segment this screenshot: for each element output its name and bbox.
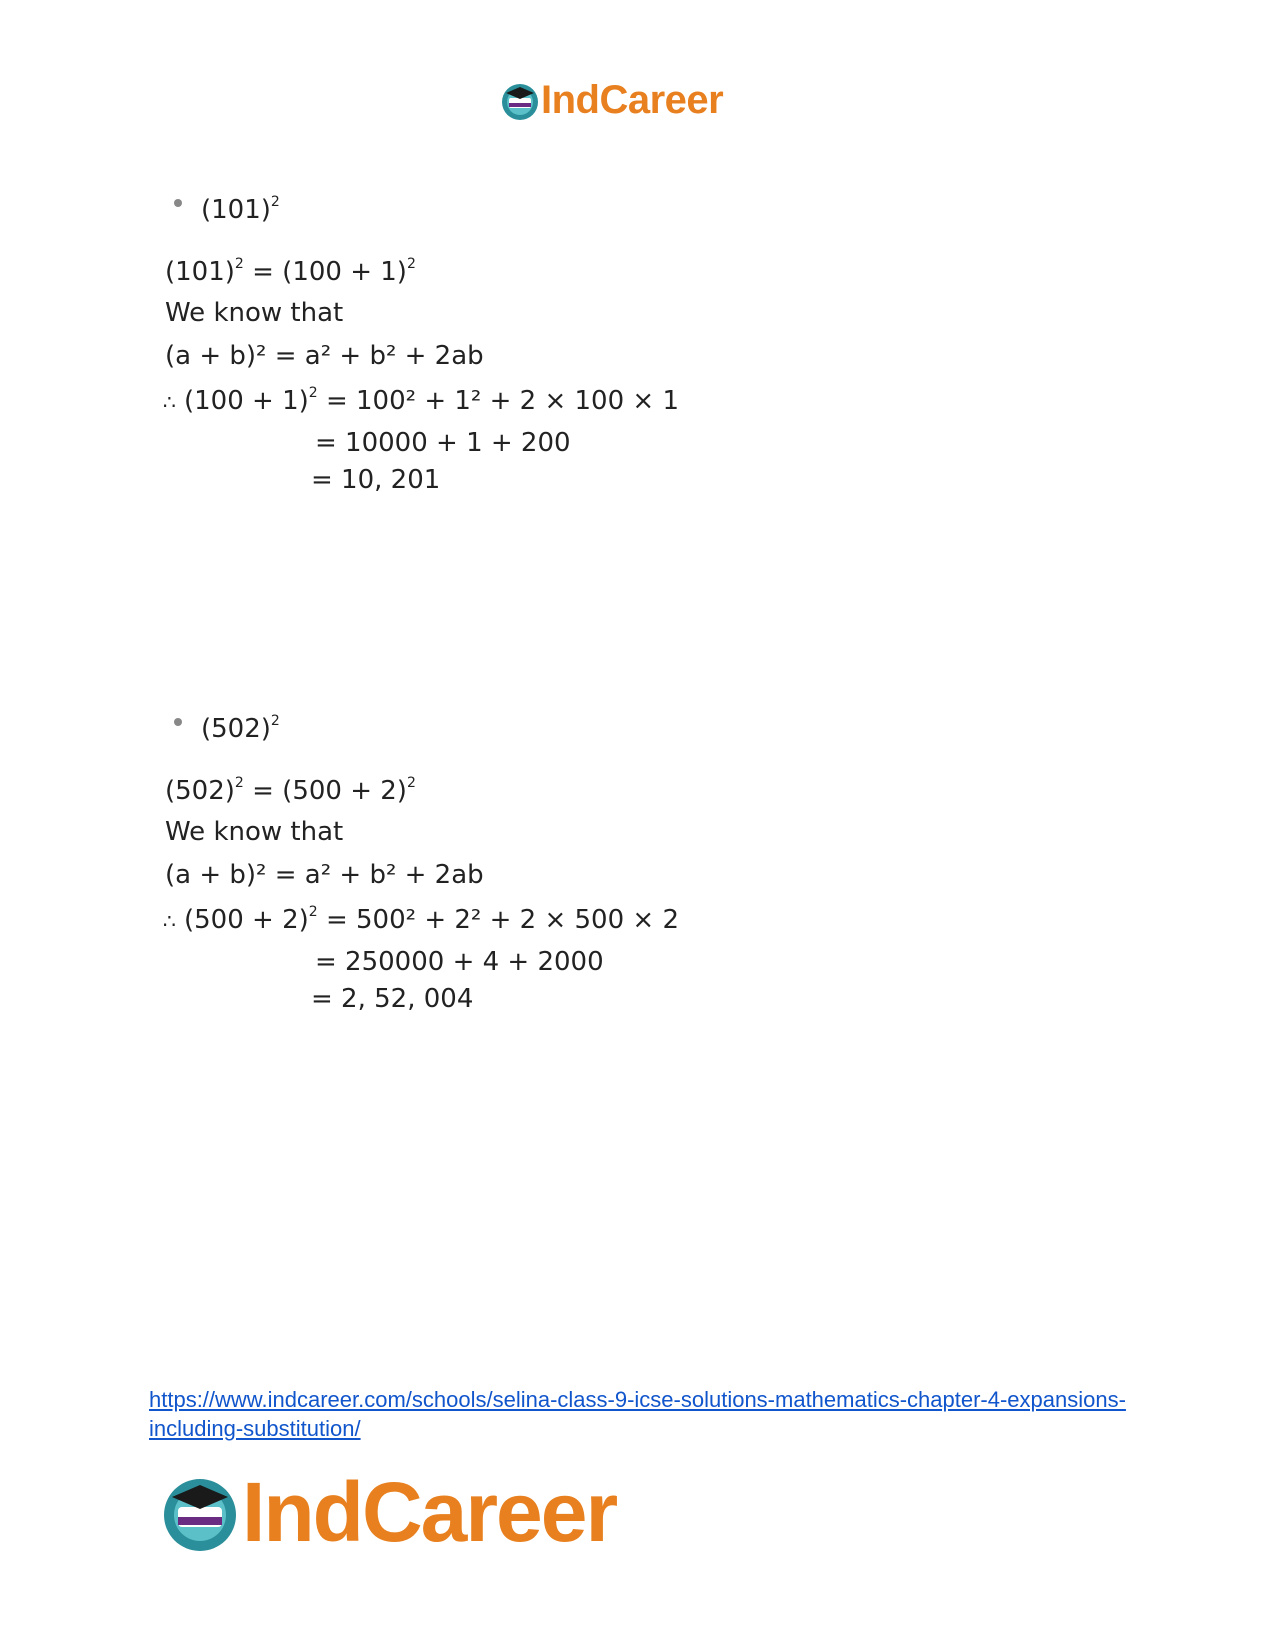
we-know-that-text: We know that (165, 298, 344, 328)
graduation-cap-icon (160, 1473, 240, 1553)
header-logo (500, 78, 723, 123)
result-line: = 10, 201 (311, 465, 441, 495)
result-line: = 2, 52, 004 (311, 984, 474, 1014)
graduation-cap-icon (500, 81, 540, 121)
step-expression: $(101)^2 = (100 + 1)^2$ (165, 256, 416, 287)
bullet-icon (174, 718, 182, 726)
footer-logo (160, 1464, 616, 1561)
identity-formula: (a + b)² = a² + b² + 2ab (165, 341, 484, 371)
bullet-icon (174, 199, 182, 207)
problem-title: $(101)^2$ (201, 194, 280, 225)
problem-title: $(502)^2$ (201, 713, 280, 744)
expansion-line: ∴ $(100 + 1)^2 = 100^2 + 1^2 + 2 \times 100 \times 1$ (163, 385, 679, 416)
expansion-line: ∴ $(500 + 2)^2 = 500^2 + 2^2 + 2 \times 500 \times 2$ (163, 904, 679, 935)
step-expression: $(502)^2 = (500 + 2)^2$ (165, 775, 416, 806)
footer-logo-text: IndCareer (242, 1465, 617, 1559)
sum-line: = 10000 + 1 + 200 (315, 428, 571, 458)
sum-line: = 250000 + 4 + 2000 (315, 947, 604, 977)
identity-formula: (a + b)² = a² + b² + 2ab (165, 860, 484, 890)
source-link[interactable]: https://www.indcareer.com/schools/selina-class-9-icse-solutions-mathematics-chapter-4-expansions-including-substitution/ (149, 1387, 1126, 1441)
header-logo-text: IndCareer (541, 78, 724, 122)
we-know-that-text: We know that (165, 817, 344, 847)
